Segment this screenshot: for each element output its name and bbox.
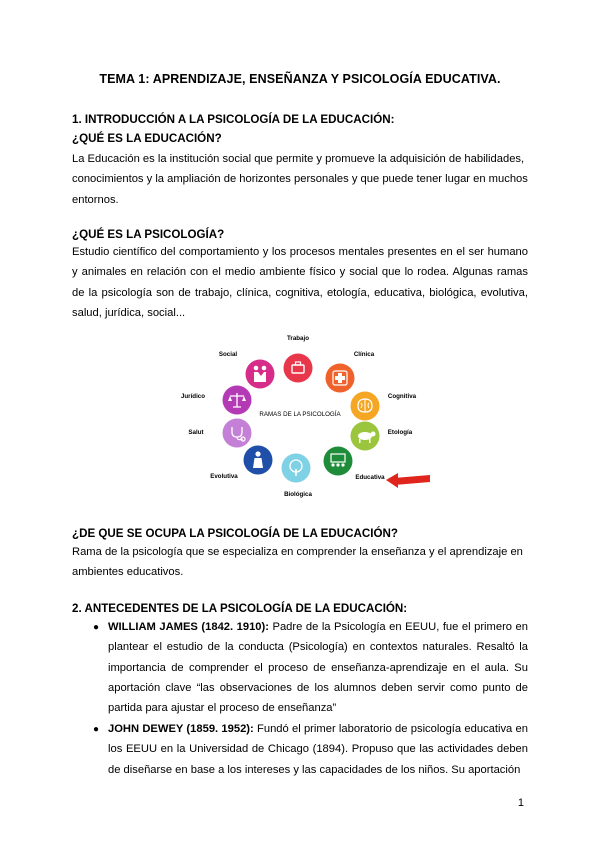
branch-label: Evolutiva xyxy=(210,473,238,480)
branch-trabajo xyxy=(284,335,313,383)
psychology-branches-diagram xyxy=(160,328,460,508)
question-education-heading: ¿QUÉ ES LA EDUCACIÓN? xyxy=(72,132,222,145)
list-item-name: WILLIAM JAMES (1842. 1910): xyxy=(108,621,269,633)
branch-label: Biológica xyxy=(284,491,312,498)
bullet-icon: ● xyxy=(93,622,100,633)
section2-heading: 2. ANTECEDENTES DE LA PSICOLOGÍA DE LA EDUCACIÓN: xyxy=(72,602,408,615)
red-arrow xyxy=(386,473,430,488)
page-title: TEMA 1: APRENDIZAJE, ENSEÑANZA Y PSICOLOGÍA EDUCATIVA. xyxy=(99,72,501,86)
list-item-text: Fundó el primer laboratorio de psicología educativa en los EEUU en la Universidad de Chicago (1894). Propuso que las actividades deben de diseñarse en base a los intereses y las capacidades de los niños. Su aportación xyxy=(108,723,528,776)
question-educational-psychology-heading: ¿DE QUE SE OCUPA LA PSICOLOGÍA DE LA EDUCACIÓN? xyxy=(72,527,398,540)
branch-clínica xyxy=(326,351,375,393)
list-item-william-james xyxy=(108,617,528,718)
branch-label: Educativa xyxy=(355,474,385,481)
bullet-icon: ● xyxy=(93,724,100,735)
list-item-text: Padre de la Psicología en EEUU, fue el primero en plantear el estudio de la conducta (Psicología) en contextos naturales. Resaltó la importancia de comprender el proceso de enseñanza-aprendizaje en el aula. Su aportación clave “las observaciones de los alumnos deben servir como punto de partida para ajustar el proceso de enseñanza” xyxy=(108,621,528,715)
educational-psychology-definition: Rama de la psicología que se especializa en comprender la enseñanza y el aprendizaje en ambientes educativos. xyxy=(72,546,523,579)
branch-etología xyxy=(351,422,413,451)
page-number: 1 xyxy=(517,797,524,809)
branch-label: Cognitiva xyxy=(387,393,417,400)
branch-jurídico xyxy=(181,386,252,415)
branch-label: Trabajo xyxy=(286,335,310,342)
branch-label: Social xyxy=(218,351,238,358)
branch-social xyxy=(219,351,275,389)
psychology-definition: Estudio científico del comportamiento y los procesos mentales presentes en el ser humano y animales en relación con el medio ambiente físico y social que lo rodea. Algunas ramas de la psicología son de trabajo, clínica, cognitiva, etología, educativa, biológica, evolutiva, salud, jurídica, social... xyxy=(72,246,528,320)
branch-label: Clínica xyxy=(353,351,375,358)
section1-heading: 1. INTRODUCCIÓN A LA PSICOLOGÍA DE LA EDUCACIÓN: xyxy=(72,113,395,126)
education-definition: La Educación es la institución social que permite y promueve la adquisición de habilidades, conocimientos y la ampliación de horizontes personales y que puede tener lugar en muchos entornos. xyxy=(72,153,528,206)
diagram-center-label: RAMAS DE LA PSICOLOGÍA xyxy=(259,411,341,418)
branch-biológica xyxy=(282,454,313,499)
question-psychology-heading: ¿QUÉ ES LA PSICOLOGÍA? xyxy=(72,228,225,241)
list-item-john-dewey xyxy=(108,719,528,780)
branch-cognitiva xyxy=(351,392,417,421)
branch-salut xyxy=(188,419,251,448)
branch-label: Etología xyxy=(387,429,413,436)
branch-educativa xyxy=(324,447,386,482)
branch-label: Jurídico xyxy=(180,393,206,400)
list-item-name: JOHN DEWEY (1859. 1952): xyxy=(108,723,254,735)
branch-label: Salut xyxy=(188,429,204,436)
branch-evolutiva xyxy=(210,446,272,481)
